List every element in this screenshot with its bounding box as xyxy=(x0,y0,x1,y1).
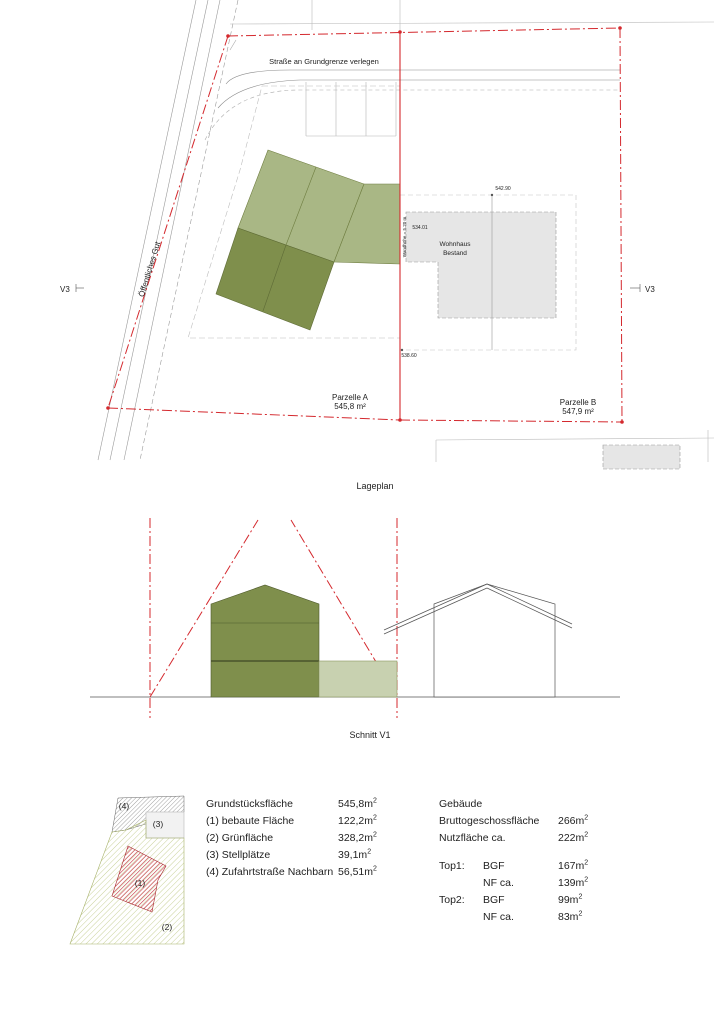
area-value-4: $56,51m^2$ xyxy=(338,865,377,878)
height-label-3: 538.60 xyxy=(401,353,417,359)
area-value-3: $39,1m^2$ xyxy=(338,848,372,861)
neighbour-parking xyxy=(603,445,680,469)
parcel-b-area: 547,9 m² xyxy=(562,407,594,416)
parcel-a-name: Parzelle A xyxy=(331,393,369,402)
section-low-annex xyxy=(319,661,397,697)
area-label-3: (3) Stellplätze xyxy=(206,849,271,861)
v3-left-label: V3 xyxy=(60,285,70,294)
height-label-1: 542.90 xyxy=(495,186,511,192)
marker-4: (4) xyxy=(118,801,130,811)
parcel-b-name: Parzelle B xyxy=(559,398,597,407)
section-caption: Schnitt V1 xyxy=(349,730,391,740)
top-value-1: $139m^2$ xyxy=(558,876,589,889)
street-note: Straße an Grundgrenze verlegen xyxy=(269,57,379,66)
top-label-2: BGF xyxy=(483,894,505,906)
top-name-0: Top1: xyxy=(439,860,465,872)
key-plan xyxy=(70,796,184,944)
top-value-2: $99m^2$ xyxy=(558,893,583,906)
height-label-2: 534.01 xyxy=(412,225,428,231)
top-label-1: NF ca. xyxy=(483,877,514,889)
building-row-label-1: Nutzfläche ca. xyxy=(439,832,506,844)
existing-house xyxy=(400,194,576,351)
top-label-0: BGF xyxy=(483,860,505,872)
area-label-4: (4) Zufahrtstraße Nachbarn xyxy=(206,866,334,878)
house-label-2: Bestand xyxy=(443,250,467,257)
public-road-label: Öffentliches Gut xyxy=(136,240,163,298)
access-road xyxy=(205,40,620,140)
marker-3: (3) xyxy=(152,819,164,829)
area-label-1: (1) bebaute Fläche xyxy=(206,815,295,827)
section-new-building xyxy=(211,585,319,697)
area-value-2: $328,2m^2$ xyxy=(338,831,377,844)
top-value-3: $83m^2$ xyxy=(558,910,583,923)
building-row-label-0: Bruttogeschossfläche xyxy=(439,815,540,827)
top-label-3: NF ca. xyxy=(483,911,514,923)
area-value-0: $545,8m^2$ xyxy=(338,797,377,810)
building-row-value-1: $222m^2$ xyxy=(558,831,589,844)
marker-1: (1) xyxy=(134,878,146,888)
area-value-1: $122,2m^2$ xyxy=(338,814,377,827)
area-3-parking xyxy=(146,812,184,838)
site-plan-caption: Lageplan xyxy=(356,481,394,491)
area-label-2: (2) Grünfläche xyxy=(206,832,274,844)
marker-2: (2) xyxy=(161,922,173,932)
area-label-0: Grundstücksfläche xyxy=(206,798,293,810)
section-existing-house xyxy=(384,584,572,697)
building-title: Gebäude xyxy=(439,798,483,810)
site-plan xyxy=(60,0,714,491)
top-value-0: $167m^2$ xyxy=(558,859,589,872)
parcel-a-area: 545,8 m² xyxy=(334,402,366,411)
building-row-value-0: $266m^2$ xyxy=(558,814,589,827)
eave-height-label: Wandhöhe = 5.20 m xyxy=(402,216,407,258)
new-buildings xyxy=(216,150,400,330)
section-drawing xyxy=(90,518,620,740)
v3-right-label: V3 xyxy=(645,285,655,294)
top-name-2: Top2: xyxy=(439,894,465,906)
house-label-1: Wohnhaus xyxy=(439,241,471,248)
